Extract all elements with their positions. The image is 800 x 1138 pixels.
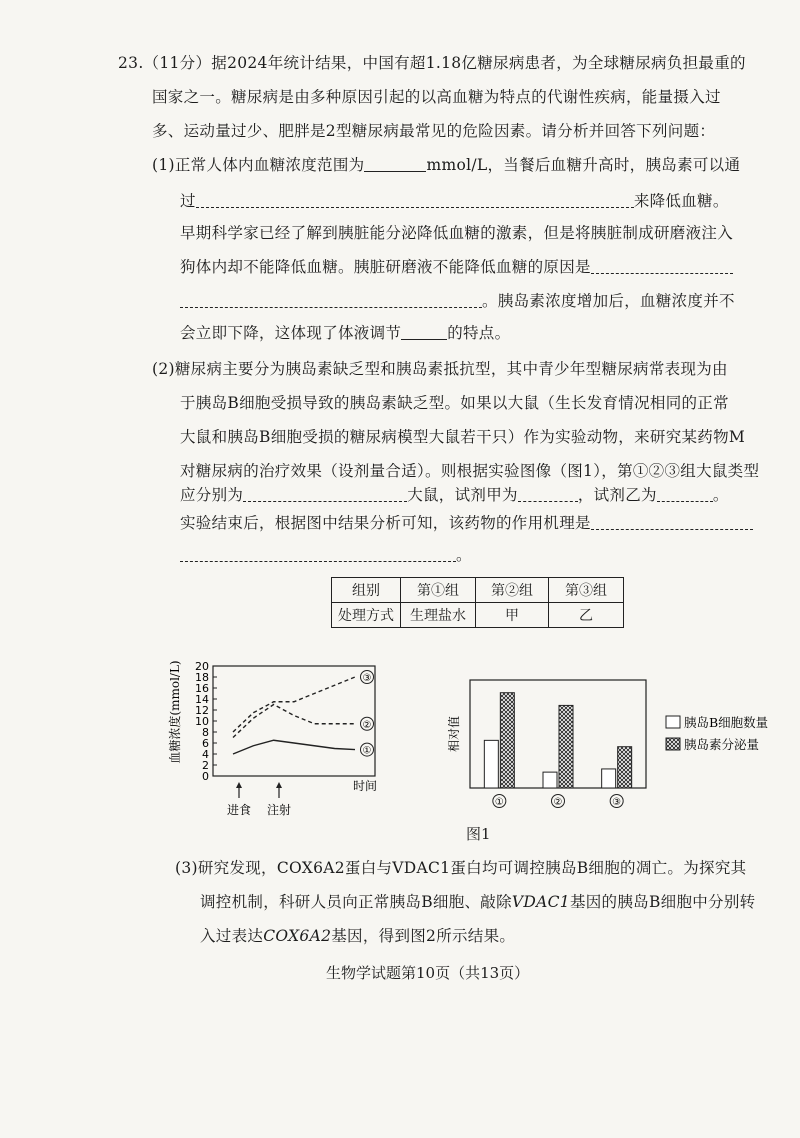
part3-line-3 [200, 925, 515, 947]
answer-blank-reason-cont[interactable] [180, 291, 482, 308]
part1-line-6b: 的特点。 [447, 324, 511, 342]
x-axis-label: 时间 [353, 779, 378, 793]
part1-line-1 [152, 154, 740, 176]
y-tick-label: 6 [202, 737, 209, 750]
part2-line-5 [180, 484, 729, 506]
table-cell: 生理盐水 [401, 603, 476, 628]
y-tick-label: 18 [195, 671, 209, 684]
relative-value-bar-chart [440, 670, 785, 810]
arrow-head [276, 782, 282, 788]
table-cell: 处理方式 [332, 603, 401, 628]
part1-line-2a: 过 [180, 192, 196, 210]
answer-blank-rat-types[interactable] [243, 485, 407, 502]
answer-blank-mechanism-cont[interactable] [180, 545, 456, 562]
y-tick-label: 4 [202, 748, 209, 761]
bar [484, 740, 498, 788]
answer-blank-insulin-mechanism[interactable] [196, 191, 634, 208]
part2-line-5c: ，试剂乙为 [577, 486, 657, 504]
table-cell: 第①组 [401, 578, 476, 603]
intro-line-1: 23.（11分）据2024年统计结果，中国有超1.18亿糖尿病患者，为全球糖尿病负担最重的 [118, 54, 746, 72]
part1-line-6 [180, 322, 510, 344]
table-cell: 甲 [476, 603, 549, 628]
page-footer: 生物学试题第10页（共13页） [326, 964, 530, 982]
plot-frame [213, 666, 375, 776]
y-tick-label: 8 [202, 726, 209, 739]
series-label: ① [362, 745, 372, 757]
arrow-head [236, 782, 242, 788]
table-row [332, 578, 624, 603]
answer-blank-feature[interactable] [401, 323, 447, 340]
table-cell: 第③组 [549, 578, 624, 603]
figure-caption: 图1 [466, 825, 491, 843]
answer-blank-glucose-range[interactable] [364, 155, 426, 172]
category-label: ② [553, 797, 563, 808]
part2-line-4: 对糖尿病的治疗效果（设剂量合适）。则根据实验图像（图1），第①②③组大鼠类型 [180, 462, 760, 480]
part2-line-7-text: 。 [456, 546, 472, 564]
intro-line-2: 国家之一。糖尿病是由多种原因引起的以高血糖为特点的代谢性疾病，能量摄入过 [152, 88, 721, 106]
bar [602, 769, 616, 788]
bar [500, 693, 514, 788]
part3-line-2 [200, 891, 755, 913]
y-axis-label: 血糖浓度(mmol/L) [168, 660, 182, 764]
answer-blank-reagent-b[interactable] [657, 485, 713, 502]
legend-swatch [666, 716, 680, 728]
part1-line-6a: 会立即下降，这体现了体液调节 [180, 324, 402, 342]
y-tick-label: 16 [195, 682, 209, 695]
part1-line-4 [180, 256, 733, 278]
part3-line-2b: VDAC1 [511, 893, 570, 911]
part3-line-1: (3)研究发现，COX6A2蛋白与VDAC1蛋白均可调控胰岛B细胞的凋亡。为探究其 [175, 859, 747, 877]
part1-line-1b: mmol/L，当餐后血糖升高时，胰岛素可以通 [426, 156, 741, 174]
part2-line-2: 于胰岛B细胞受损导致的胰岛素缺乏型。如果以大鼠（生长发育情况相同的正常 [180, 394, 729, 412]
answer-blank-reason[interactable] [591, 257, 733, 274]
series-label: ③ [362, 673, 372, 684]
y-tick-label: 20 [195, 660, 209, 673]
part2-line-5b: 大鼠，试剂甲为 [407, 486, 518, 504]
legend-swatch [666, 738, 680, 750]
bar [543, 772, 557, 788]
table-cell: 第②组 [476, 578, 549, 603]
y-tick-label: 14 [195, 693, 209, 706]
category-label: ① [494, 797, 504, 808]
part3-line-3b: COX6A2 [263, 927, 332, 945]
part2-line-6 [180, 512, 753, 534]
y-tick-label: 2 [202, 759, 209, 772]
bar [559, 705, 573, 788]
bar [618, 747, 632, 788]
category-label: ③ [612, 797, 622, 808]
answer-blank-mechanism[interactable] [591, 513, 753, 530]
table-row [332, 603, 624, 628]
series-line [233, 705, 355, 738]
table-cell: 乙 [549, 603, 624, 628]
part1-line-3: 早期科学家已经了解到胰脏能分泌降低血糖的激素，但是将胰脏制成研磨液注入 [180, 224, 734, 242]
y-tick-label: 10 [195, 715, 209, 728]
legend-label: 胰岛素分泌量 [684, 737, 760, 752]
part2-line-3: 大鼠和胰岛B细胞受损的糖尿病模型大鼠若干只）作为实验动物，来研究某药物M [180, 428, 746, 446]
part1-line-5-text: 。胰岛素浓度增加后，血糖浓度并不 [482, 292, 735, 310]
part2-line-7 [180, 544, 472, 566]
annotation-label: 注射 [266, 803, 292, 817]
part1-line-4-text: 狗体内却不能降低血糖。胰脏研磨液不能降低血糖的原因是 [180, 258, 591, 276]
part2-line-5d: 。 [712, 486, 729, 504]
part1-line-5 [180, 290, 735, 312]
part3-line-2c: 基因的胰岛B细胞中分别转 [569, 893, 756, 911]
part2-line-6-text: 实验结束后，根据图中结果分析可知，该药物的作用机理是 [180, 514, 591, 532]
legend-label: 胰岛B细胞数量 [684, 715, 769, 730]
part1-line-2b: 来降低血糖。 [633, 192, 729, 210]
treatment-table [331, 577, 624, 628]
series-label: ② [362, 719, 372, 731]
series-line [233, 740, 355, 754]
y-tick-label: 12 [195, 704, 209, 717]
part1-line-1a: (1)正常人体内血糖浓度范围为 [152, 156, 365, 174]
blood-glucose-line-chart [165, 652, 415, 824]
part3-line-3c: 基因，得到图2所示结果。 [331, 927, 516, 945]
y-tick-label: 0 [202, 770, 209, 783]
intro-line-3: 多、运动量过少、肥胖是2型糖尿病最常见的危险因素。请分析并回答下列问题： [152, 122, 716, 140]
part3-line-3a: 入过表达 [200, 927, 264, 945]
part1-line-2 [180, 190, 729, 212]
part2-line-5a: 应分别为 [180, 486, 244, 504]
table-cell: 组别 [332, 578, 401, 603]
part2-line-1: (2)糖尿病主要分为胰岛素缺乏型和胰岛素抵抗型，其中青少年型糖尿病常表现为由 [152, 360, 728, 378]
answer-blank-reagent-a[interactable] [518, 485, 578, 502]
y-axis-label: 相对值 [447, 715, 461, 753]
annotation-label: 进食 [226, 803, 252, 817]
part3-line-2a: 调控机制，科研人员向正常胰岛B细胞、敲除 [200, 893, 512, 911]
